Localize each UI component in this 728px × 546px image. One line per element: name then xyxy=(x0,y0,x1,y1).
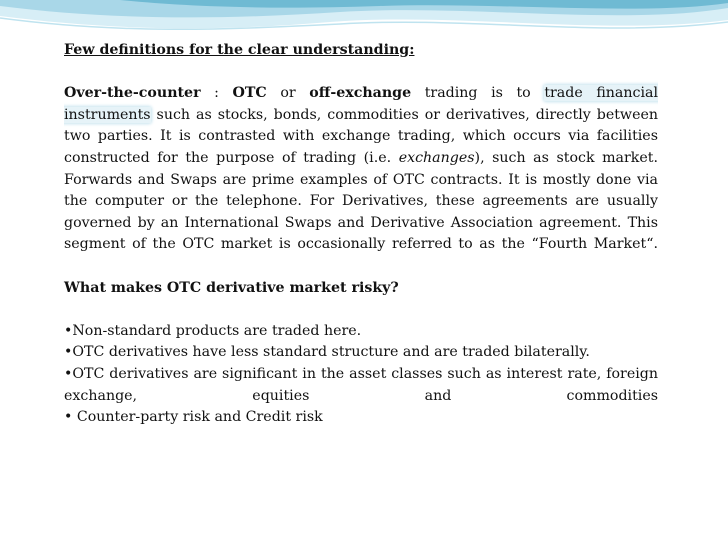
definition-paragraph xyxy=(64,83,658,169)
question-heading: What makes OTC derivative market risky? xyxy=(64,279,399,296)
definition-text-b: such as stocks, bonds, commodities or derivatives, directly between two parties. It is contrasted with exchange trading, which occurs via facilities constructed for the purpose of trading (i.e. xyxy=(64,106,658,166)
definition-text-a: trading is to xyxy=(411,85,545,102)
bullet-item: •OTC derivatives have less standard structure and are traded bilaterally. xyxy=(64,344,590,361)
exchanges-italic: exchanges xyxy=(398,149,475,166)
bullet-item: •Non-standard products are traded here. xyxy=(64,322,362,339)
bullet-item: • Counter-party risk and Credit risk xyxy=(64,409,323,426)
or-word: or xyxy=(266,85,310,102)
separator: : xyxy=(200,85,233,102)
spacer xyxy=(64,256,658,278)
bullet-item: •OTC derivatives are significant in the asset classes such as interest rate, foreign exchange, equities and commodities xyxy=(64,365,658,404)
term-over-the-counter: Over-the-counter xyxy=(64,85,201,102)
term-off-exchange: off-exchange xyxy=(309,85,412,102)
slide-content xyxy=(64,40,658,429)
term-otc: OTC xyxy=(232,85,267,102)
spacer xyxy=(64,62,658,84)
trade-financial-instruments-link[interactable]: trade financial instruments xyxy=(64,85,658,123)
heading: Few definitions for the clear understanding: xyxy=(64,42,415,58)
spacer xyxy=(64,299,658,321)
definition-text-c: ), such as stock market. xyxy=(474,149,658,166)
forwards-paragraph: Forwards and Swaps are prime examples of OTC contracts. It is mostly done via the computer or the telephone. For Derivatives, these agreements are usually governed by an International Swaps and Derivative Association agreement. This segment of the OTC market is occasionally referred to as the “Fourth Market“. xyxy=(64,171,658,253)
